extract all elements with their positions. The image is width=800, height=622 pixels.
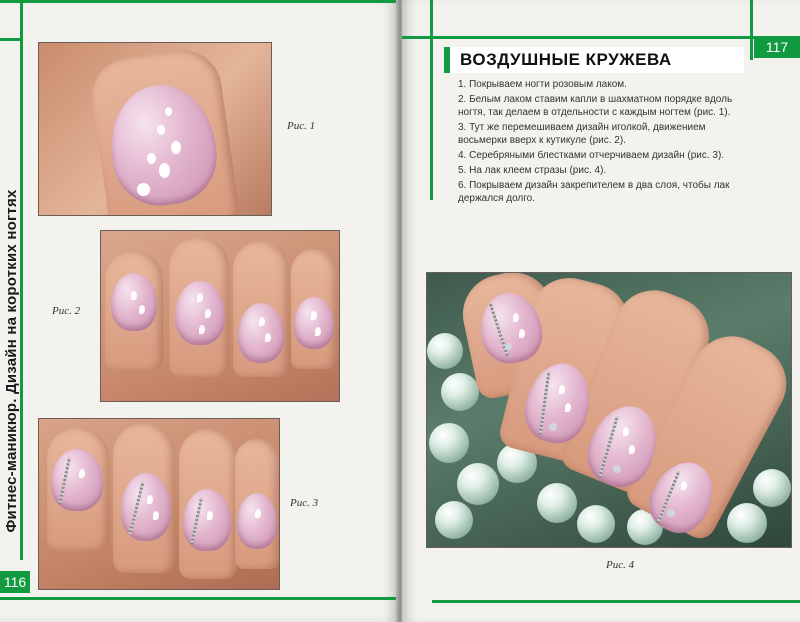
instruction-step: 6. Покрываем дизайн закрепителем в два слоя, чтобы лак держался долго. [458, 180, 730, 204]
instruction-step: 3. Тут же перемешиваем дизайн иголкой, движением восьмерки вверх к кутикуле (рис. 2). [458, 122, 706, 146]
lace-mark [255, 509, 261, 518]
green-rule [0, 38, 22, 41]
instruction-step: 5. На лак клеем стразы (рис. 4). [458, 165, 607, 176]
right-page [402, 0, 800, 622]
rhinestone [613, 465, 621, 473]
pearl [429, 423, 469, 463]
caption-fig1: Рис. 1 [287, 120, 316, 132]
green-rule [402, 36, 800, 39]
lace-mark [207, 511, 213, 520]
white-dot [171, 141, 181, 154]
lace-mark [623, 427, 629, 436]
nail [237, 493, 277, 549]
pearl [427, 333, 463, 369]
photo-fig4 [426, 272, 792, 548]
lace-mark [565, 403, 571, 412]
lace-mark [131, 291, 137, 300]
section-heading: ВОЗДУШНЫЕ КРУЖЕВА [444, 47, 744, 73]
pearl [441, 373, 479, 411]
white-dot [159, 163, 170, 178]
pearl [727, 503, 767, 543]
green-rule [430, 0, 433, 200]
lace-mark [513, 313, 519, 322]
caption-fig3: Рис. 3 [290, 497, 319, 509]
lace-mark [79, 469, 85, 478]
nail [238, 303, 284, 363]
green-rule [0, 0, 398, 3]
rhinestone [505, 343, 512, 350]
caption-fig2: Рис. 2 [52, 305, 81, 317]
instruction-step: 2. Белым лаком ставим капли в шахматном порядке вдоль ногтя, так делаем в отдельности с каждым ногтем (рис. 1). [458, 94, 733, 118]
white-dot [147, 153, 156, 164]
page-number: 117 [754, 36, 800, 58]
pearl [537, 483, 577, 523]
lace-mark [559, 385, 565, 394]
green-rule [750, 0, 753, 60]
lace-mark [205, 309, 211, 318]
white-dot [157, 125, 165, 135]
rhinestone [667, 509, 675, 517]
white-dot [137, 183, 150, 196]
white-dot [165, 107, 172, 116]
nail [111, 273, 157, 331]
instruction-step: 4. Серебряными блестками отчерчиваем дизайн (рис. 3). [458, 150, 725, 161]
green-rule [0, 597, 398, 600]
lace-mark [311, 311, 317, 320]
lace-mark [197, 293, 203, 302]
caption-fig4: Рис. 4 [606, 559, 635, 571]
left-page [0, 0, 398, 622]
lace-mark [153, 511, 159, 520]
lace-mark [265, 333, 271, 342]
photo-fig1 [38, 42, 272, 216]
green-rule [432, 600, 800, 603]
lace-mark [519, 329, 525, 338]
running-title: Фитнес-маникюр. Дизайн на коротких ногтях [3, 189, 20, 533]
lace-mark [199, 325, 205, 334]
lace-mark [259, 317, 265, 326]
page-number: 116 [0, 571, 30, 593]
instructions-list [458, 78, 748, 207]
pearl [577, 505, 615, 543]
pearl [457, 463, 499, 505]
pearl [753, 469, 791, 507]
nail [294, 297, 334, 349]
lace-mark [681, 481, 687, 490]
instruction-step: 1. Покрываем ногти розовым лаком. [458, 79, 627, 90]
lace-mark [629, 445, 635, 454]
photo-fig2 [100, 230, 340, 402]
lace-mark [315, 327, 321, 336]
lace-mark [139, 305, 145, 314]
photo-fig3 [38, 418, 280, 590]
nail [175, 281, 225, 345]
pearl [435, 501, 473, 539]
rhinestone [549, 423, 557, 431]
lace-mark [147, 495, 153, 504]
